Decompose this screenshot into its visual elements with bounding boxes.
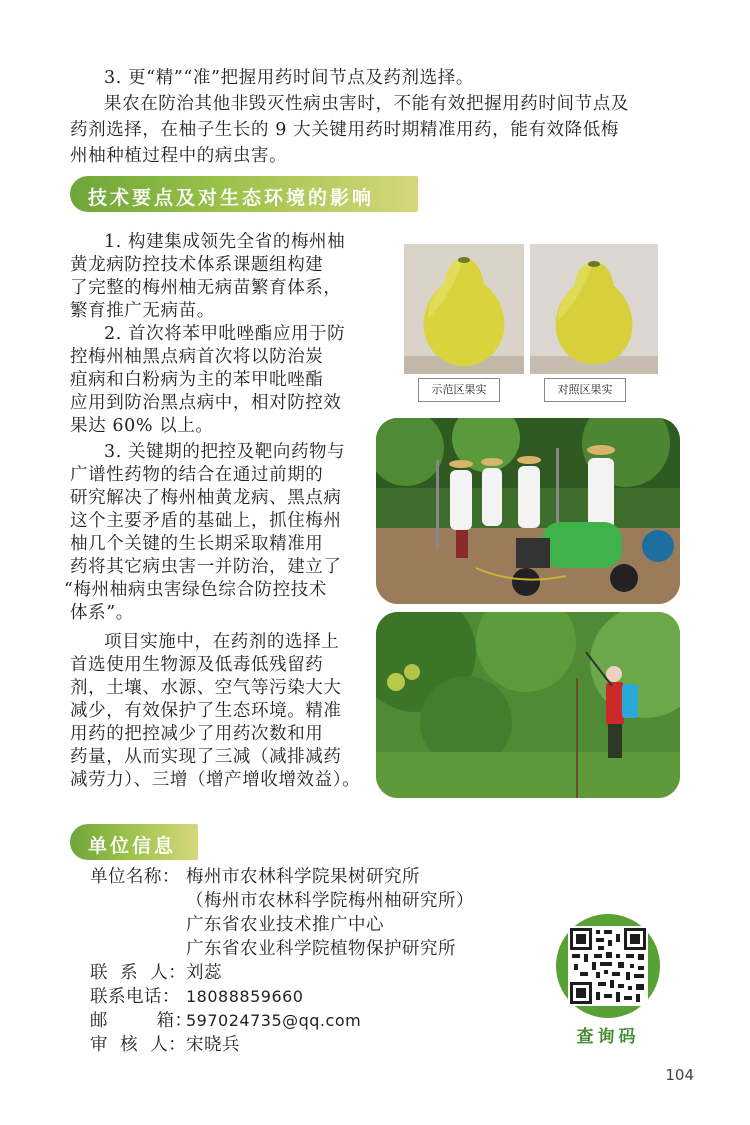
body-line: 这个主要矛盾的基础上，抓住梅州: [70, 511, 342, 531]
body-line: 黄龙病防控技术体系课题组构建: [70, 255, 324, 275]
unit-name-line: （梅州市农林科学院梅州柚研究所）: [186, 891, 474, 911]
body-line: 剂，土壤、水源、空气等污染大大: [70, 678, 342, 698]
body-line: 减劳力）、三增（增产增收增效益）。: [70, 770, 361, 790]
reviewer: 宋晓兵: [186, 1035, 240, 1055]
body-line: 果达 60% 以上。: [70, 416, 214, 436]
body-line: 控梅州柚黑点病首次将以防治炭: [70, 347, 324, 367]
unit-name-line: 广东省农业科学院植物保护研究所: [186, 939, 456, 959]
body-line: “梅州柚病虫害绿色综合防控技术: [64, 580, 327, 600]
intro-heading: 3. 更“精”“准”把握用药时间节点及药剂选择。: [104, 68, 474, 88]
body-line: 减少，有效保护了生态环境。精准: [70, 701, 342, 721]
phone-number: 18088859660: [186, 987, 304, 1006]
section-header: [70, 176, 418, 212]
body-line: 研究解决了梅州柚黄龙病、黑点病: [70, 488, 342, 508]
qr-caption: 查询码: [576, 1027, 640, 1047]
phone-label: 联系电话：: [90, 987, 180, 1007]
control-fruit-photo: [530, 244, 658, 374]
body-line: 首选使用生物源及低毒低残留药: [70, 655, 324, 675]
caption-control: 对照区果实: [544, 378, 626, 402]
intro-line: 州柚种植过程中的病虫害。: [70, 146, 288, 166]
email-label: 邮 箱：: [90, 1011, 193, 1031]
qr-ring: [556, 914, 660, 1018]
reviewer-row: [90, 1034, 240, 1056]
contact-label: 联 系 人：: [90, 963, 187, 983]
caption-demo: 示范区果实: [418, 378, 500, 402]
body-line: 柚几个关键的生长期采取精准用: [70, 534, 324, 554]
reviewer-label: 审 核 人：: [90, 1035, 187, 1055]
unit-name-row: [90, 866, 420, 888]
body-line: 药将其它病虫害一并防治，建立了: [70, 557, 342, 577]
body-line: 繁育推广无病苗。: [70, 301, 215, 321]
qr-code-icon[interactable]: [568, 926, 648, 1006]
orchard-workers-photo: [376, 418, 680, 604]
intro-line: 药剂选择，在柚子生长的 9 大关键用药时期精准用药，能有效降低梅: [70, 120, 619, 140]
body-line: 了完整的梅州柚无病苗繁育体系，: [70, 278, 342, 298]
body-line: 体系”。: [70, 603, 134, 623]
contact-row: [90, 962, 222, 984]
body-line: 项目实施中，在药剂的选择上: [104, 632, 340, 652]
email-address: 597024735@qq.com: [186, 1011, 362, 1030]
unit-name: 梅州市农林科学院果树研究所: [186, 867, 420, 887]
demo-fruit-photo: [404, 244, 524, 374]
page-number: 104: [665, 1066, 694, 1084]
body-line: 药量，从而实现了三减（减排减药: [70, 747, 342, 767]
email-row: [90, 1010, 361, 1032]
unit-name-label: 单位名称：: [90, 867, 180, 887]
body-line: 3. 关键期的把控及靶向药物与: [104, 442, 346, 462]
spraying-photo: [376, 612, 680, 798]
body-line: 用药的把控减少了用药次数和用: [70, 724, 324, 744]
contact-person: 刘蕊: [186, 963, 222, 983]
section-title: 技术要点及对生态环境的影响: [88, 187, 375, 209]
body-line: 应用到防治黑点病中，相对防控效: [70, 393, 342, 413]
section-title: 单位信息: [88, 835, 177, 857]
phone-row: [90, 986, 303, 1008]
body-line: 疽病和白粉病为主的苯甲吡唑酯: [70, 370, 324, 390]
body-line: 1. 构建集成领先全省的梅州柚: [104, 232, 346, 252]
intro-line: 果农在防治其他非毁灭性病虫害时，不能有效把握用药时间节点及: [104, 94, 629, 114]
body-line: 2. 首次将苯甲吡唑酯应用于防: [104, 324, 346, 344]
section-header: [70, 824, 198, 860]
unit-name-line: 广东省农业技术推广中心: [186, 915, 384, 935]
body-line: 广谱性药物的结合在通过前期的: [70, 465, 324, 485]
